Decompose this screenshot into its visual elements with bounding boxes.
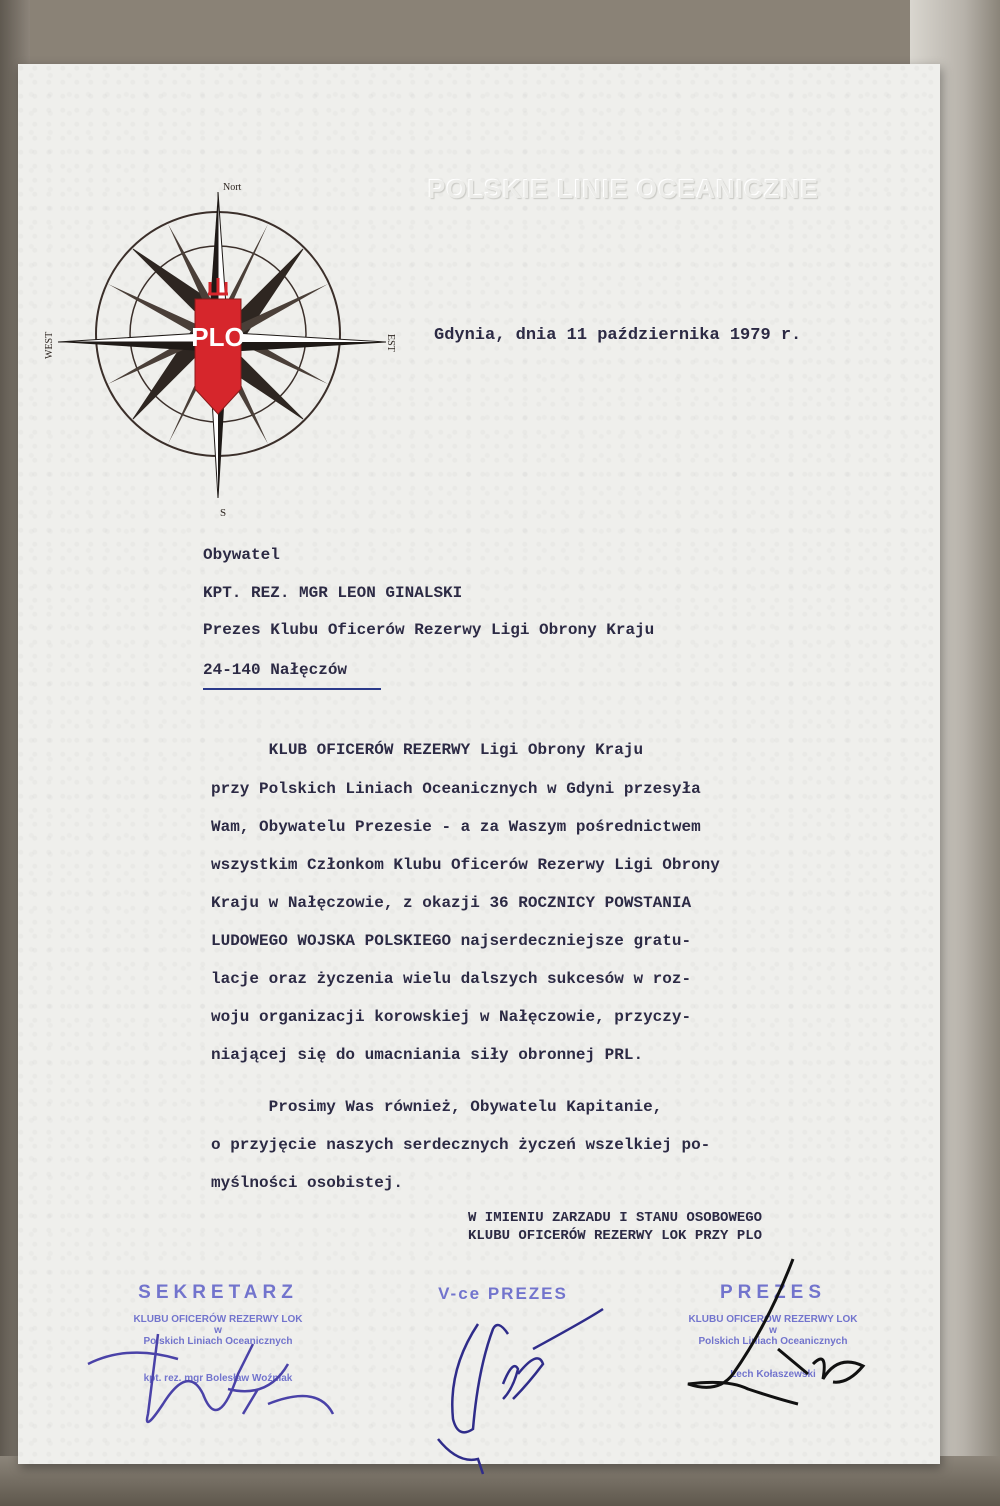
stamp-president-name: Lech Kołaszewski [730,1369,816,1380]
body-line: o przyjęcie naszych serdecznych życzeń wszelkiej po- [211,1136,711,1154]
signature-secretary [68,1304,348,1454]
body-line: przy Polskich Liniach Oceanicznych w Gdyni przesyła [211,780,701,798]
body-line: niającej się do umacniania siły obronnej PRL. [211,1046,644,1064]
signature-vice-president [418,1289,618,1479]
body-line: Kraju w Nałęczowie, z okazji 36 ROCZNICY POWSTANIA [211,894,692,912]
stamp-secretary-line3: Polskich Liniach Oceanicznych [143,1336,293,1347]
body-line: Wam, Obywatelu Prezesie - a za Waszym pośrednictwem [211,818,701,836]
stamp-president-line2: w [769,1325,777,1336]
letter-sheet [18,64,940,1464]
date-line: Gdynia, dnia 11 października 1979 r. [434,326,802,345]
company-name-embossed: POLSKIE LINIE OCEANICZNE [428,174,819,204]
closing-line-2: KLUBU OFICERÓW REZERWY LOK PRZY PLO [468,1228,763,1244]
address-underline [203,688,381,690]
compass-rose-logo [38,114,398,534]
compass-label-south: S [220,507,227,519]
stamp-secretary-name: kpt. rez. mgr Bolesław Woźniak [143,1373,293,1384]
stamp-secretary-line2: w [214,1325,222,1336]
body-line: woju organizacji korowskiej w Nałęczowie, przyczy- [211,1008,692,1026]
body-line: KLUB OFICERÓW REZERWY Ligi Obrony Kraju [211,741,644,759]
stamp-secretary-line1: KLUBU OFICERÓW REZERWY LOK [133,1314,303,1325]
stamp-president-line1: KLUBU OFICERÓW REZERWY LOK [688,1314,858,1325]
signature-president [658,1254,898,1424]
plo-logo-text: PLO [191,322,245,352]
body-line: lacje oraz życzenia wielu dalszych sukcesów w roz- [211,970,692,988]
closing-line-1: W IMIENIU ZARZADU I STANU OSOBOWEGO [468,1210,763,1226]
stamp-secretary-title: SEKRETARZ [138,1282,298,1303]
compass-label-north: Nort [223,182,242,193]
compass-label-west: WEST [44,331,55,359]
body-line: myślności osobistej. [211,1174,404,1192]
body-line: wszystkim Członkom Klubu Oficerów Rezerwy Ligi Obrony [211,856,720,874]
stamp-president-line3: Polskich Liniach Oceanicznych [698,1336,848,1347]
body-line: Prosimy Was również, Obywatelu Kapitanie, [211,1098,663,1116]
trident-icon [208,278,228,294]
body-line: LUDOWEGO WOJSKA POLSKIEGO najserdeczniejsze gratu- [211,932,692,950]
compass-label-east: EST [385,334,396,352]
recipient-salutation: Obywatel [203,546,280,564]
stamp-vice-president-title: V-ce PREZES [438,1284,568,1303]
recipient-address: 24-140 Nałęczów [203,661,348,679]
stamp-president-title: PREZES [719,1282,827,1303]
recipient-position: Prezes Klubu Oficerów Rezerwy Ligi Obrony Kraju [203,621,655,639]
recipient-name: KPT. REZ. MGR LEON GINALSKI [203,584,463,602]
